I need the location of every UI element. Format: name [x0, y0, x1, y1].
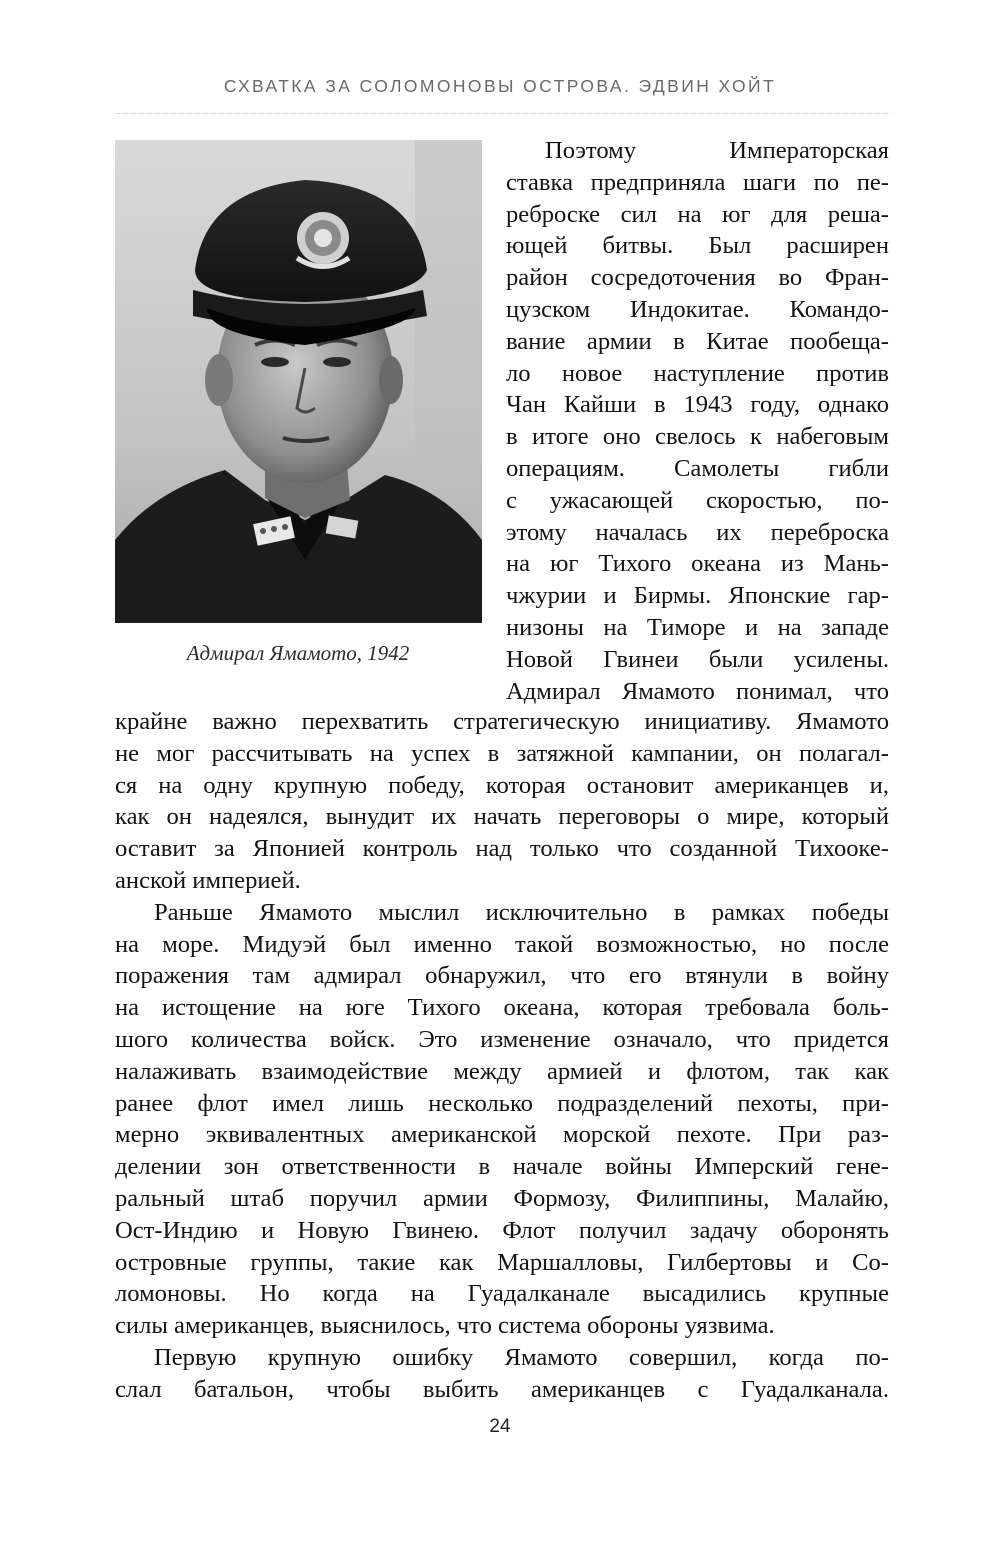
- text-line: Адмирал Ямамото понимал, что: [506, 677, 889, 705]
- text-line: оставит за Японией контроль над только что созданной Тихооке-: [115, 835, 889, 863]
- narrow-text-column: [506, 135, 889, 707]
- text-line: ся на одну крупную победу, которая остановит американцев и,: [115, 771, 889, 799]
- header-divider: [115, 113, 890, 114]
- text-line: с ужасающей скоростью, по-: [506, 486, 889, 514]
- text-line: на юг Тихого океана из Мань-: [506, 550, 889, 578]
- text-line: район сосредоточения во Фран-: [506, 264, 889, 292]
- text-line: анской империей.: [115, 866, 301, 894]
- text-line: как он надеялся, вынудит их начать переговоры о мире, который: [115, 803, 889, 831]
- text-line: цузском Индокитае. Командо-: [506, 295, 889, 323]
- text-line: ранее флот имел лишь несколько подразделений пехоты, при-: [115, 1089, 889, 1117]
- text-line: ставка предприняла шаги по пе-: [506, 168, 889, 196]
- text-line: реброске сил на юг для реша-: [506, 200, 889, 228]
- text-line: в итоге оно свелось к набеговым: [506, 423, 889, 451]
- page-number: 24: [489, 1416, 511, 1437]
- text-line: ло новое наступление против: [506, 359, 889, 387]
- text-line: Первую крупную ошибку Ямамото совершил, когда по-: [154, 1343, 889, 1371]
- text-line: силы американцев, выяснилось, что система обороны уязвима.: [115, 1312, 775, 1340]
- text-line: Чан Кайши в 1943 году, однако: [506, 391, 889, 419]
- portrait-photo: [115, 140, 482, 623]
- text-line: шого количества войск. Это изменение означало, что придется: [115, 1025, 889, 1053]
- text-line: ральный штаб поручил армии Формозу, Филиппины, Малайю,: [115, 1184, 889, 1212]
- photo-caption: Адмирал Ямамото, 1942: [186, 641, 410, 665]
- text-line: островные группы, такие как Маршалловы, Гилбертовы и Со-: [115, 1248, 889, 1276]
- text-line: мерно эквивалентных американской морской пехоте. При раз-: [115, 1121, 889, 1149]
- text-line: на море. Мидуэй был именно такой возможностью, но после: [115, 930, 889, 958]
- text-line: Ост-Индию и Новую Гвинею. Флот получил задачу оборонять: [115, 1216, 889, 1244]
- text-line: чжурии и Бирмы. Японские гар-: [506, 582, 889, 610]
- text-line: низоны на Тиморе и на западе: [506, 613, 889, 641]
- wide-text-block: [115, 706, 889, 1406]
- text-line: вание армии в Китае пообеща-: [506, 327, 889, 355]
- text-line: ломоновы. Но когда на Гуадалканале высадились крупные: [115, 1280, 889, 1308]
- text-line: Новой Гвинеи были усилены.: [506, 645, 889, 673]
- text-line: не мог рассчитывать на успех в затяжной кампании, он полагал-: [115, 739, 889, 767]
- text-line: операциям. Самолеты гибли: [506, 454, 889, 482]
- text-line: Поэтому Императорская: [545, 137, 889, 164]
- text-line: ющей битвы. Был расширен: [506, 232, 889, 260]
- text-line: на истощение на юге Тихого океана, которая требовала боль-: [115, 994, 889, 1022]
- text-line: слал батальон, чтобы выбить американцев с Гуадалканала.: [115, 1375, 889, 1403]
- text-line: поражения там адмирал обнаружил, что его втянули в войну: [115, 962, 889, 990]
- text-line: налаживать взаимодействие между армией и флотом, так как: [115, 1057, 889, 1085]
- text-line: делении зон ответственности в начале войны Имперский гене-: [115, 1153, 889, 1181]
- text-line: этому началась их переброска: [506, 518, 889, 546]
- text-line: Раньше Ямамото мыслил исключительно в рамках победы: [154, 898, 889, 926]
- text-line: крайне важно перехватить стратегическую инициативу. Ямамото: [115, 708, 889, 735]
- running-header: СХВАТКА ЗА СОЛОМОНОВЫ ОСТРОВА. ЭДВИН ХОЙТ: [223, 76, 777, 96]
